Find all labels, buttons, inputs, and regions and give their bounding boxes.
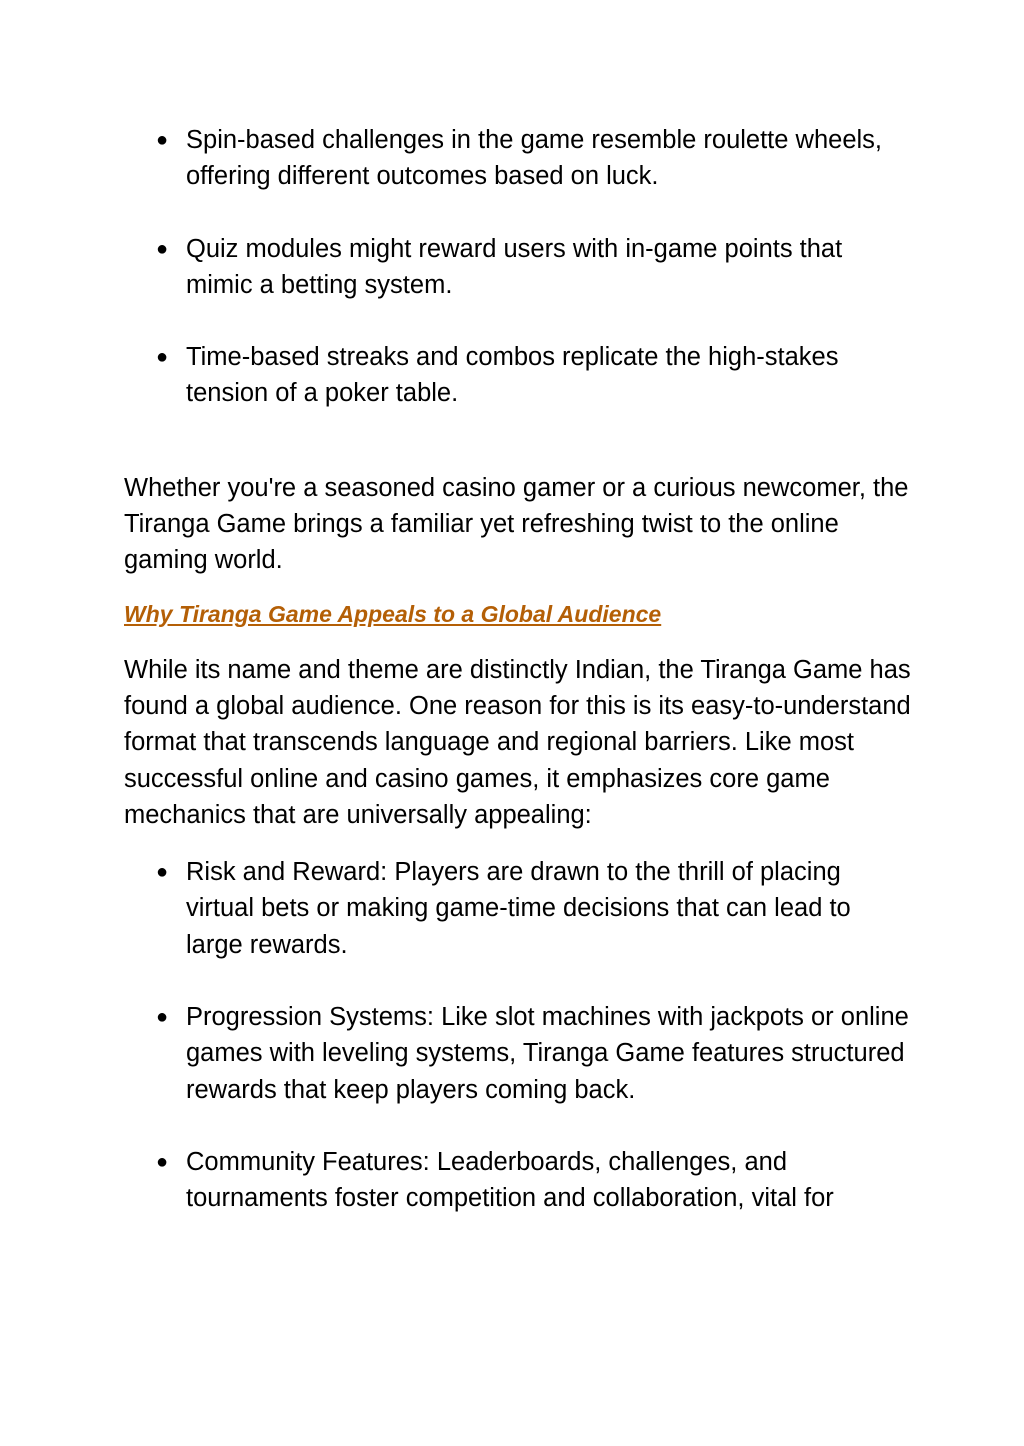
list-item [124, 339, 914, 412]
section-heading-link[interactable]: Why Tiranga Game Appeals to a Global Audience [124, 600, 662, 627]
paragraph-global-audience: While its name and theme are distinctly Indian, the Tiranga Game has found a global audience. One reason for this is its easy-to-understand format that transcends language and regional barriers. Like most successful online and casino games, it emphasizes core game mechanics that are universally appealing: [124, 655, 911, 829]
bullet-list-core-mechanics [124, 854, 914, 1216]
bullet-icon: ● [156, 237, 169, 260]
paragraph-casino-gamer: Whether you're a seasoned casino gamer or a curious newcomer, the Tiranga Game brings a familiar yet refreshing twist to the online gaming world. [124, 473, 909, 575]
bullet-icon: ● [156, 1006, 169, 1029]
bullet-icon: ● [156, 346, 169, 369]
list-item [124, 999, 914, 1108]
bullet-list-game-features [124, 122, 914, 412]
list-item-text: Risk and Reward: Players are drawn to the thrill of placing virtual bets or making game-time decisions that can lead to large rewards. [186, 858, 851, 959]
list-item [124, 231, 914, 304]
list-item [124, 854, 914, 963]
list-item-text: Progression Systems: Like slot machines with jackpots or online games with leveling systems, Tiranga Game features structured rewards that keep players coming back. [186, 1003, 909, 1104]
list-item [124, 1144, 914, 1217]
list-item-text: Community Features: Leaderboards, challenges, and tournaments foster competition and collaboration, vital for [186, 1147, 834, 1213]
document-content [124, 122, 914, 1217]
list-item-text: Time-based streaks and combos replicate the high-stakes tension of a poker table. [186, 343, 839, 408]
list-item-text: Quiz modules might reward users with in-game points that mimic a betting system. [186, 234, 843, 299]
bullet-icon: ● [156, 129, 169, 151]
bullet-icon: ● [156, 1150, 169, 1173]
bullet-icon: ● [156, 861, 169, 884]
list-item-text: Spin-based challenges in the game resemble roulette wheels, offering different outcomes based on luck. [186, 126, 882, 191]
list-item [124, 122, 914, 195]
